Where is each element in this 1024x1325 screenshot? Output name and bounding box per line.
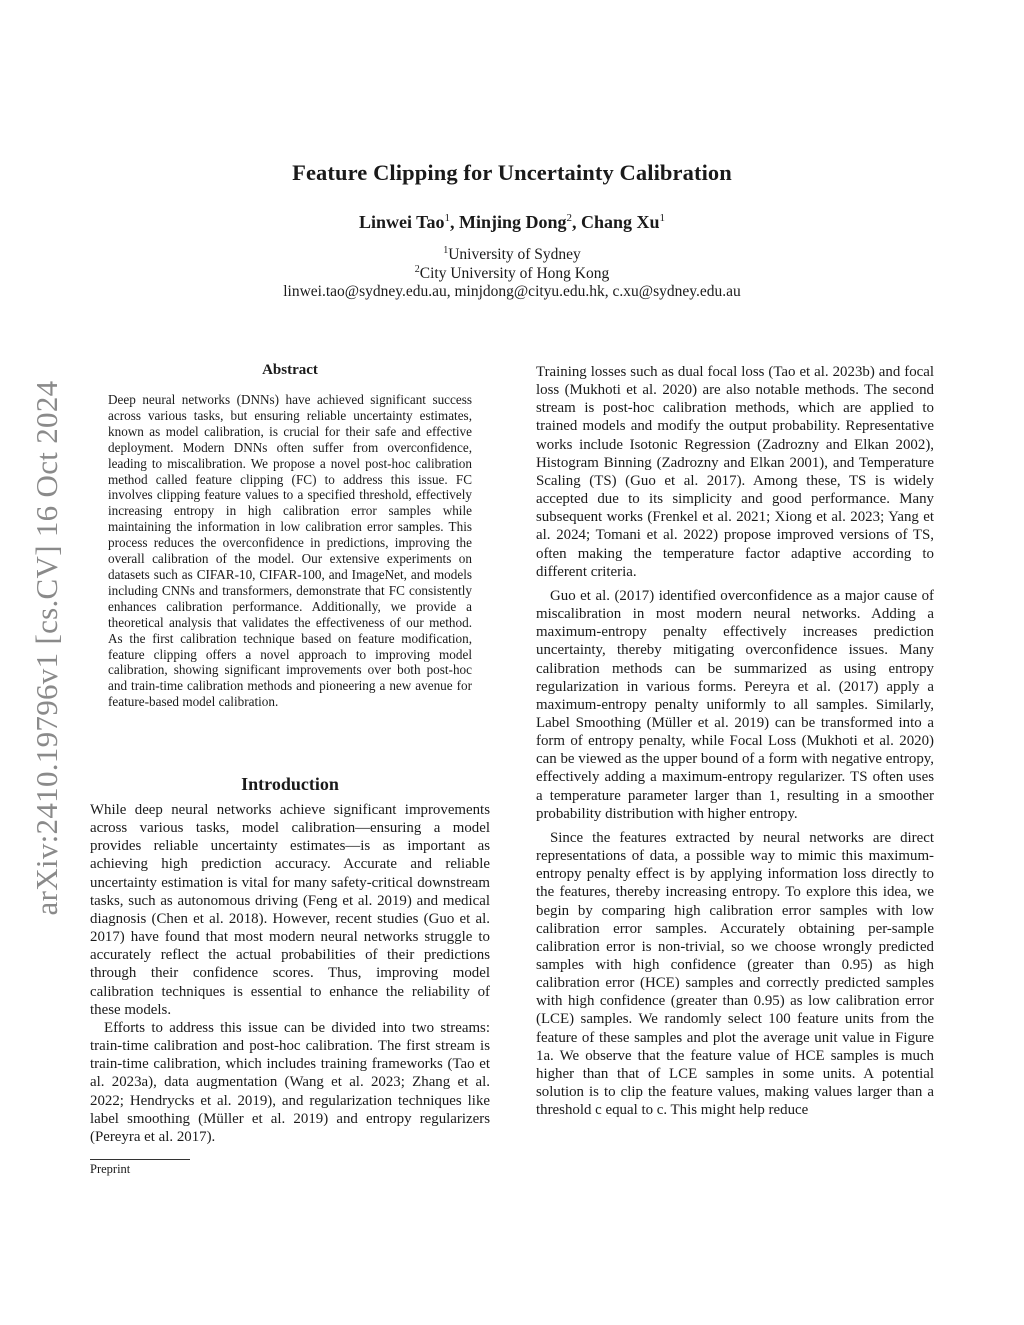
author-affil-marker: 1 [659,212,666,224]
introduction-body [90,801,490,1146]
body-paragraph: Efforts to address this issue can be divided into two streams: train-time calibration and post-hoc calibration. The first stream is train-time calibration, which includes training frameworks (Tao et al. 2023a), data augmentation (Wang et al. 2023; Zhang et al. 2022; Hendrycks et al. 2019), and regularization techniques like label smoothing (Müller et al. 2019) and entropy regularizers (Pereyra et al. 2017). [90,1019,490,1145]
introduction-heading: Introduction [241,774,339,794]
footnote-rule [90,1159,190,1160]
affiliation [0,245,1024,264]
author-name: Chang Xu [581,212,660,232]
body-paragraph: Training losses such as dual focal loss (Tao et al. 2023b) and focal loss (Mukhoti et al. 2020) are also notable methods. The second stream is post-hoc calibration methods, which are applied to trained models and modify the output probability. Representative works include Isotonic Regression (Zadrozny and Elkan 2002), Histogram Binning (Zadrozny and Elkan 2001), and Temperature Scaling (TS) (Guo et al. 2017). Among these, TS is widely accepted due to its simplicity and good performance. Many subsequent works (Frenkel et al. 2021; Xiong et al. 2023; Yang et al. 2024; Tomani et al. 2022) propose improved versions of TS, often making the temperature factor adaptive according to different criteria. [536,364,934,580]
arxiv-stamp [22,350,72,945]
body-paragraph: Guo et al. (2017) identified overconfidence as a major cause of miscalibration in most modern neural networks. Adding a maximum-entropy penalty effectively increases prediction uncertainty, thereby mitigating overconfidence issues. Many calibration methods can be summarized as using entropy regularization in various forms. Pereyra et al. (2017) apply a maximum-entropy penalty uniformly to all samples. Similarly, Label Smoothing (Müller et al. 2019) can be transformed into a form of entropy penalty, while Focal Loss (Mukhoti et al. 2020) can be viewed as the upper bound of a form with negative entropy, effectively adding a maximum-entropy regularizer. TS often uses a temperature parameter larger than 1, resulting in a smoother probability distribution with higher entropy. [536,587,934,822]
author-name: Linwei Tao [358,212,445,232]
affiliation-name: University of Sydney [448,246,581,263]
affiliation-name: City University of Hong Kong [419,265,610,282]
author-emails: linwei.tao@sydney.edu.au, minjdong@cityu.edu.hk, c.xu@sydney.edu.au [283,283,741,300]
affiliation-number: 2 [414,264,420,275]
body-paragraph: Since the features extracted by neural networks are direct representations of data, a possible way to mimic this maximum-entropy penalty effect is by applying information loss directly to the features, thereby increasing entropy. To explore this idea, we begin by comparing high calibration error samples with low calibration error samples. Accurately obtaining per-sample calibration error is non-trivial, so we choose wrongly predicted samples with high confidence (greater than 0.95) as high calibration error (HCE) samples and correctly predicted samples with high confidence (greater than 0.95) as low calibration error (LCE) samples. We randomly select 100 feature units from the feature of these samples and plot the average unit value in Figure 1a. We observe that the feature value of HCE samples is much higher than that of LCE samples in some units. A potential solution is to clip the feature values, making values larger than a threshold c equal to c. This might help reduce [536,829,934,1119]
paper-title: Feature Clipping for Uncertainty Calibration [292,160,732,185]
abstract-heading: Abstract [262,362,318,378]
footnote: Preprint [90,1162,131,1176]
body-paragraph: While deep neural networks achieve significant improvements across various tasks, model calibration—ensuring a model provides reliable uncertainty estimates—is as important as achieving high prediction accuracy. Accurate and reliable uncertainty estimation is vital for many safety-critical downstream tasks, such as autonomous driving (Feng et al. 2019) and medical diagnosis (Chen et al. 2018). However, recent studies (Guo et al. 2017) have found that most modern neural networks struggle to accurately reflect the actual probabilities of their predictions through their confidence scores. Thus, improving model calibration techniques is essential to enhance the reliability of these models. [90,802,490,1018]
author-name: Minjing Dong [458,212,567,232]
author-affil-marker: 2 [566,212,573,224]
abstract-body [108,392,472,710]
abstract-text: Deep neural networks (DNNs) have achieved significant success across various tasks, but ensuring reliable uncertainty estimates, known as model calibration, is crucial for their safe and effective deployment. Modern DNNs often suffer from overconfidence, leading to miscalibration. We propose a novel post-hoc calibration method called feature clipping (FC) to address this issue. FC involves clipping feature values to a specified threshold, effectively increasing entropy in high calibration error samples while maintaining the information in low calibration error samples. This process reduces the overconfidence in predictions, improving the overall calibration of the model. Our extensive experiments on datasets such as CIFAR-10, CIFAR-100, and ImageNet, and models including CNNs and transformers, demonstrate that FC consistently enhances calibration performance. Additionally, we provide a theoretical analysis that validates the effectiveness of our method. As the first calibration technique based on feature modification, feature clipping offers a novel approach to improving model calibration, showing significant improvements over both post-hoc and train-time calibration methods and pioneering a new avenue for feature-based model calibration. [108,392,472,710]
author-list: Linwei Tao$^1$, Minjing Dong$^2$, Chang Xu$^1$ [358,212,666,232]
affiliation [0,264,1024,283]
arxiv-stamp-text: arXiv:2410.19796v1 [cs.CV] 16 Oct 2024 [29,380,64,915]
author-affil-marker: 1 [444,212,450,224]
right-column [536,363,934,1119]
affiliation-number: 1 [443,245,449,256]
